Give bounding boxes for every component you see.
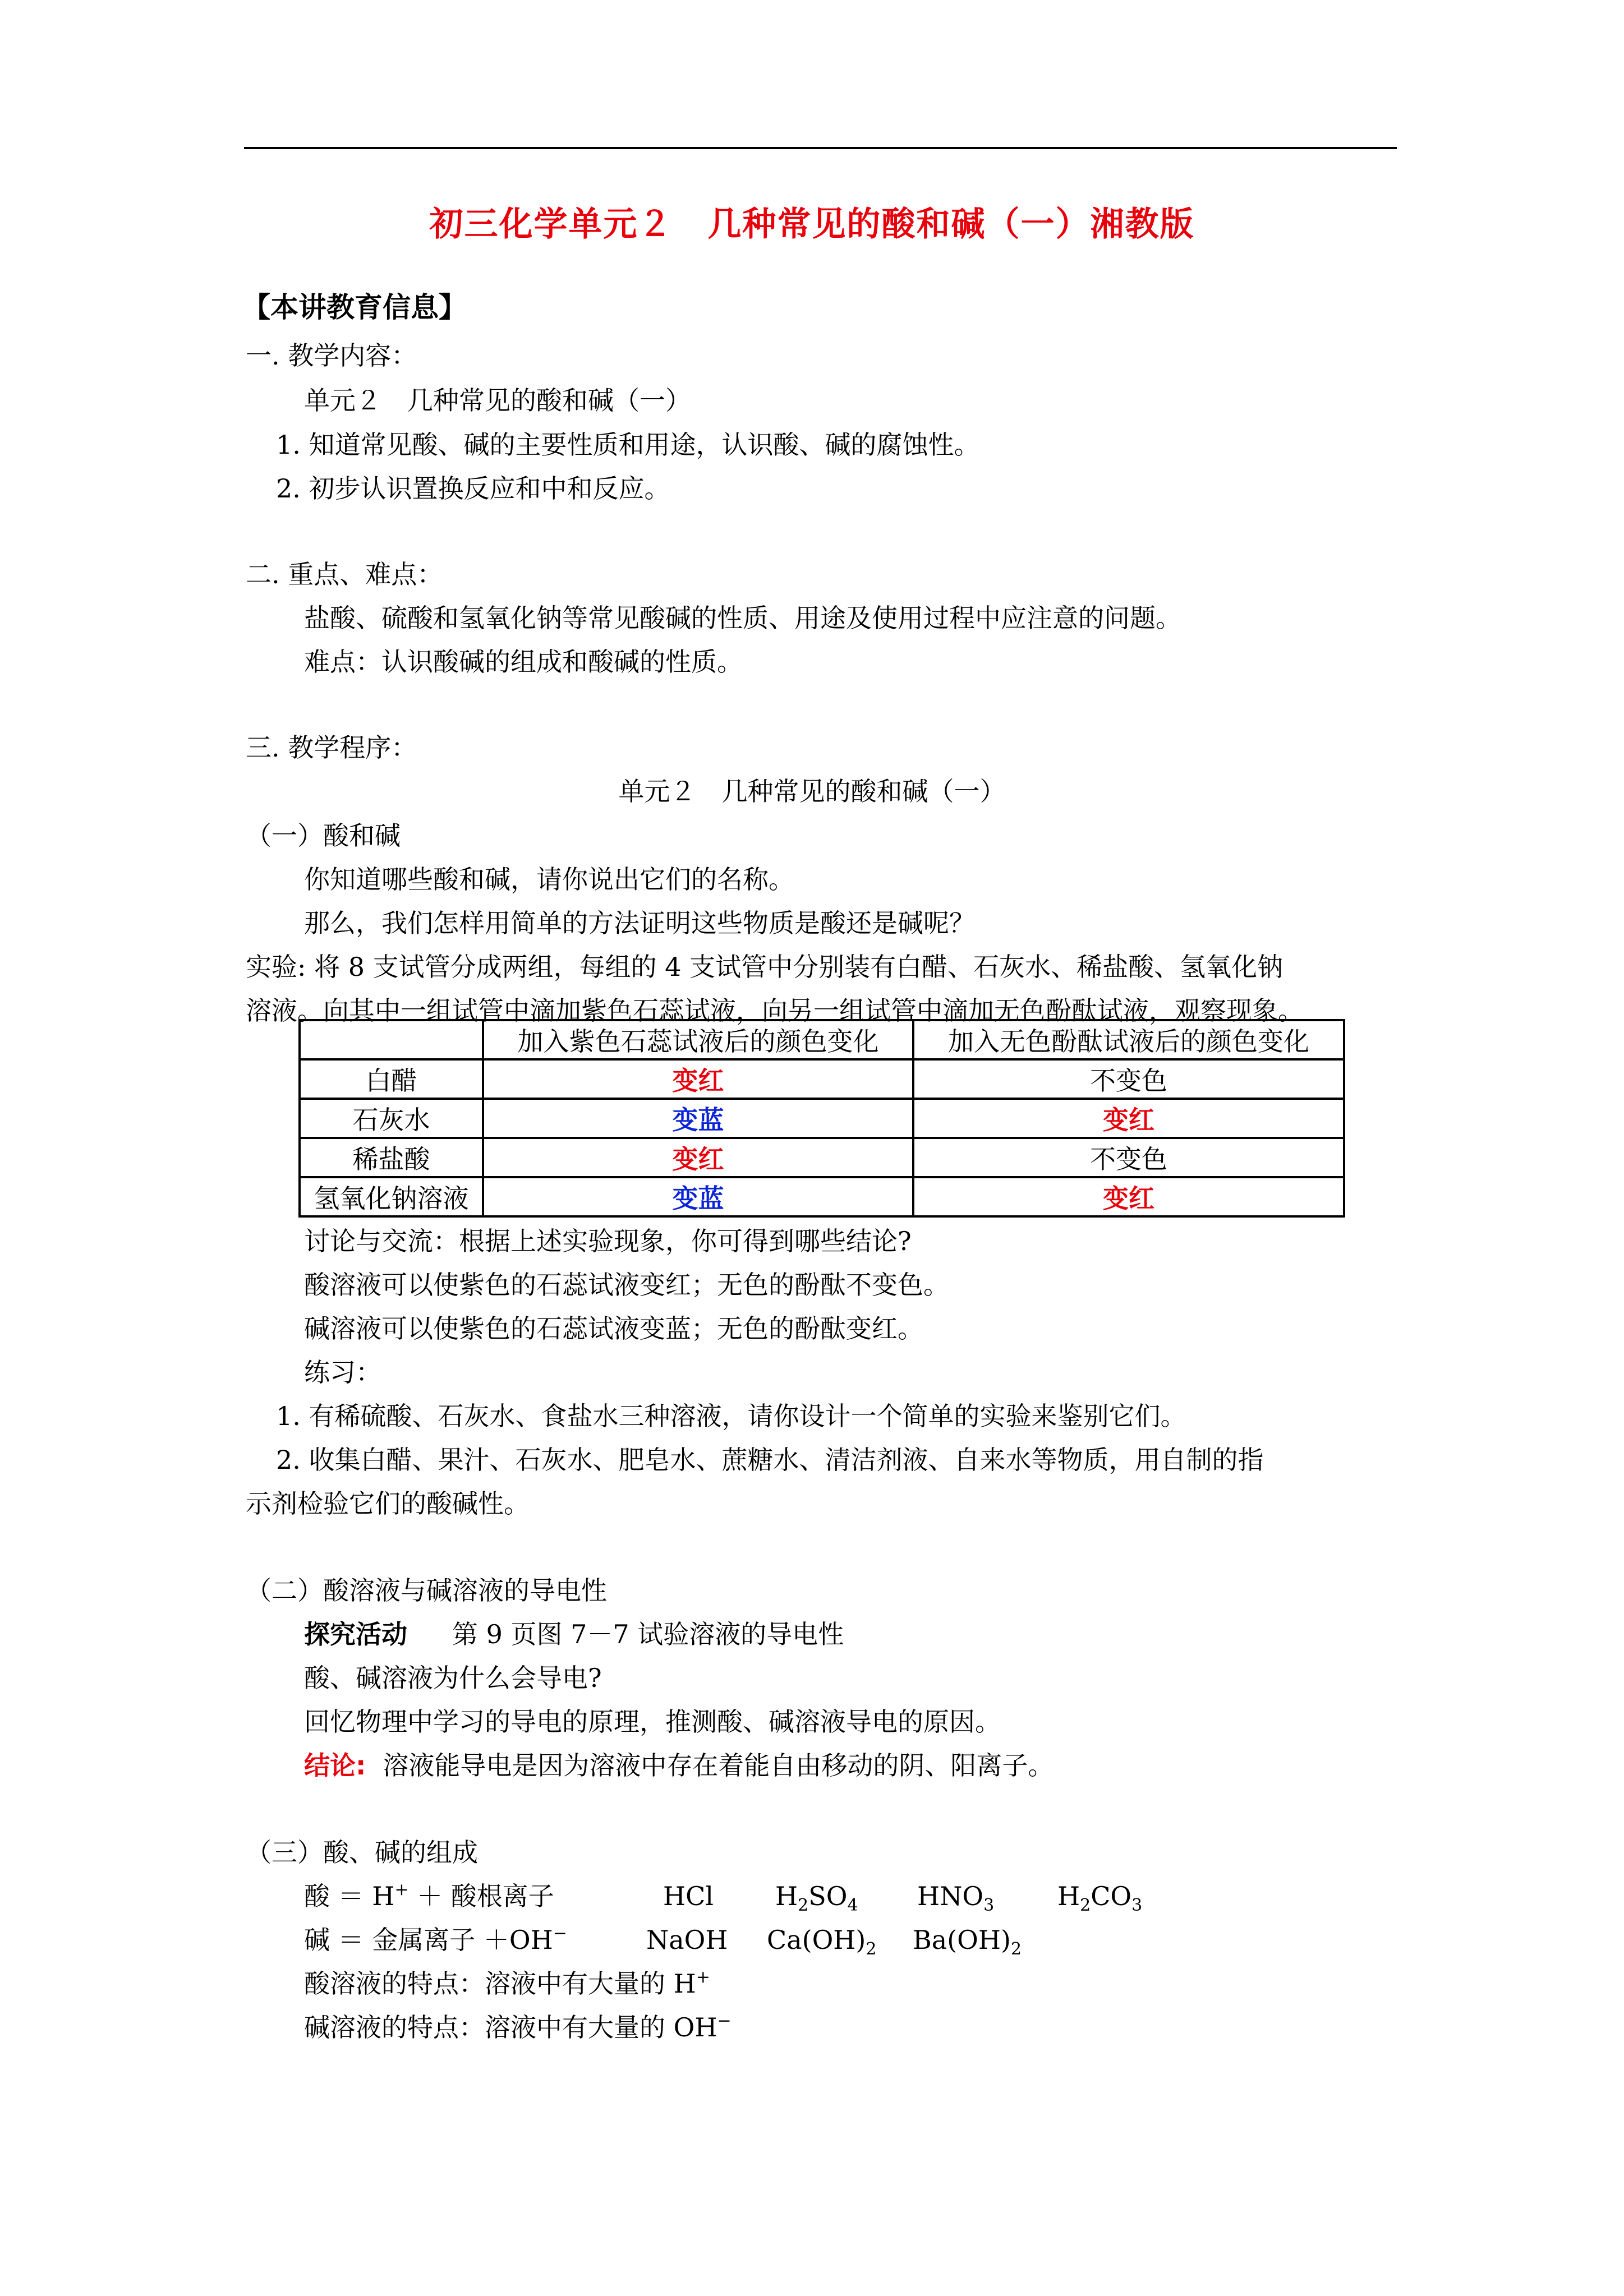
acid-radical-text: ＋ 酸根离子 <box>417 1881 554 1911</box>
phenolphthalein-result-cell: 不变色 <box>913 1059 1344 1099</box>
table-header-cell: 加入紫色石蕊试液后的颜色变化 <box>483 1020 913 1059</box>
document-title: 初三化学单元２ 几种常见的酸和碱（一）湘教版 <box>429 205 1195 244</box>
s2-heading: （二）酸溶液与碱溶液的导电性 <box>246 1575 607 1606</box>
formula-h2so4: $H_2SO_4$ <box>775 1881 858 1915</box>
part2-heading: 二. 重点、难点： <box>246 559 443 589</box>
s1-practice-1: 1. 有稀硫酸、石灰水、食盐水三种溶液，请你设计一个简单的实验来鉴别它们。 <box>276 1401 1186 1431</box>
section-header: 【本讲教育信息】 <box>242 291 467 324</box>
table-row <box>300 1099 1344 1138</box>
table-header-cell: 加入无色酚酞试液后的颜色变化 <box>913 1020 1344 1059</box>
substance-cell: 白醋 <box>300 1059 483 1099</box>
s2-question: 酸、碱溶液为什么会导电? <box>304 1663 602 1693</box>
s1-question-2: 那么，我们怎样用简单的方法证明这些物质是酸还是碱呢？ <box>304 908 975 938</box>
base-feature: 碱溶液的特点：溶液中有大量的 OH− <box>304 2011 732 2043</box>
s1-conclusion-base: 碱溶液可以使紫色的石蕊试液变蓝；无色的酚酞变红。 <box>304 1313 923 1344</box>
s1-discussion: 讨论与交流：根据上述实验现象，你可得到哪些结论? <box>304 1226 912 1256</box>
s1-experiment-line-2: 溶液。向其中一组试管中滴加紫色石蕊试液，向另一组试管中滴加无色酚酞试液，观察现象。 <box>246 995 1304 1026</box>
conclusion-label: 结论: <box>304 1750 366 1781</box>
part3-center-title: 单元２ 几种常见的酸和碱（一） <box>618 776 1006 806</box>
substance-cell: 稀盐酸 <box>300 1138 483 1177</box>
substance-cell: 石灰水 <box>300 1099 483 1138</box>
formula-h2co3: $H_2CO_3$ <box>1057 1881 1143 1915</box>
litmus-result-cell: 变蓝 <box>483 1177 913 1216</box>
superscript-minus: − <box>717 2011 732 2031</box>
indicator-table <box>298 1019 1345 1218</box>
s2-conclusion <box>304 1750 1053 1781</box>
formula-hcl: HCl <box>663 1881 714 1911</box>
formula-baoh2: $Ba(OH)_2$ <box>913 1925 1022 1959</box>
litmus-result-cell: 变红 <box>483 1059 913 1099</box>
s1-practice-label: 练习： <box>304 1357 381 1387</box>
table-header-cell <box>300 1020 483 1059</box>
formula-caoh2: $Ca(OH)_2$ <box>767 1925 877 1959</box>
s1-practice-2-line-2: 示剂检验它们的酸碱性。 <box>246 1488 530 1519</box>
part1-item-1: 1. 知道常见酸、碱的主要性质和用途，认识酸、碱的腐蚀性。 <box>276 430 980 460</box>
superscript-plus: + <box>696 1967 710 1987</box>
base-composition <box>304 1924 1202 1959</box>
acid-formula-label: 酸 ＝ H <box>304 1881 395 1911</box>
table-header-row <box>300 1020 1344 1059</box>
s1-question-1: 你知道哪些酸和碱，请你说出它们的名称。 <box>304 864 794 895</box>
s2-activity <box>304 1619 844 1650</box>
acid-feature: 酸溶液的特点：溶液中有大量的 H+ <box>304 1967 710 1999</box>
part3-heading: 三. 教学程序： <box>246 732 417 763</box>
phenolphthalein-result-cell: 不变色 <box>913 1138 1344 1177</box>
part1-subtitle: 单元２ 几种常见的酸和碱（一） <box>304 385 691 416</box>
phenolphthalein-result-cell: 变红 <box>913 1099 1344 1138</box>
formula-naoh: NaOH <box>646 1925 728 1955</box>
header-rule <box>244 147 1397 149</box>
s1-practice-2-line-1: 2. 收集白醋、果汁、石灰水、肥皂水、蔗糖水、清洁剂液、自来水等物质，用自制的指 <box>276 1445 1264 1475</box>
s1-heading: （一）酸和碱 <box>246 820 401 851</box>
superscript-minus: − <box>553 1924 567 1943</box>
s1-conclusion-acid: 酸溶液可以使紫色的石蕊试液变红；无色的酚酞不变色。 <box>304 1270 949 1300</box>
substance-cell: 氢氧化钠溶液 <box>300 1177 483 1216</box>
conclusion-text: 溶液能导电是因为溶液中存在着能自由移动的阴、阳离子。 <box>383 1750 1054 1781</box>
activity-label: 探究活动 <box>304 1619 407 1649</box>
s2-recall: 回忆物理中学习的导电的原理，推测酸、碱溶液导电的原因。 <box>304 1707 1001 1737</box>
activity-text: 第 9 页图 7－7 试验溶液的导电性 <box>452 1619 844 1649</box>
part2-line-2: 难点：认识酸碱的组成和酸碱的性质。 <box>304 647 743 677</box>
table-row <box>300 1059 1344 1099</box>
litmus-result-cell: 变红 <box>483 1138 913 1177</box>
base-formula-label: 碱 ＝ 金属离子 ＋OH <box>304 1925 553 1955</box>
part2-line-1: 盐酸、硫酸和氢氧化钠等常见酸碱的性质、用途及使用过程中应注意的问题。 <box>304 603 1181 633</box>
litmus-result-cell: 变蓝 <box>483 1099 913 1138</box>
s3-heading: （三）酸、碱的组成 <box>246 1837 478 1868</box>
part1-item-2: 2. 初步认识置换反应和中和反应。 <box>276 473 670 504</box>
acid-composition <box>304 1880 1202 1915</box>
formula-hno3: $HNO_3$ <box>917 1881 995 1915</box>
table-row <box>300 1138 1344 1177</box>
superscript-plus: + <box>394 1880 409 1899</box>
table-row <box>300 1177 1344 1216</box>
part1-heading: 一. 教学内容： <box>246 340 417 371</box>
phenolphthalein-result-cell: 变红 <box>913 1177 1344 1216</box>
s1-experiment-line-1: 实验: 将 8 支试管分成两组，每组的 4 支试管中分别装有白醋、石灰水、稀盐酸、氢氧化钠 <box>246 952 1283 982</box>
